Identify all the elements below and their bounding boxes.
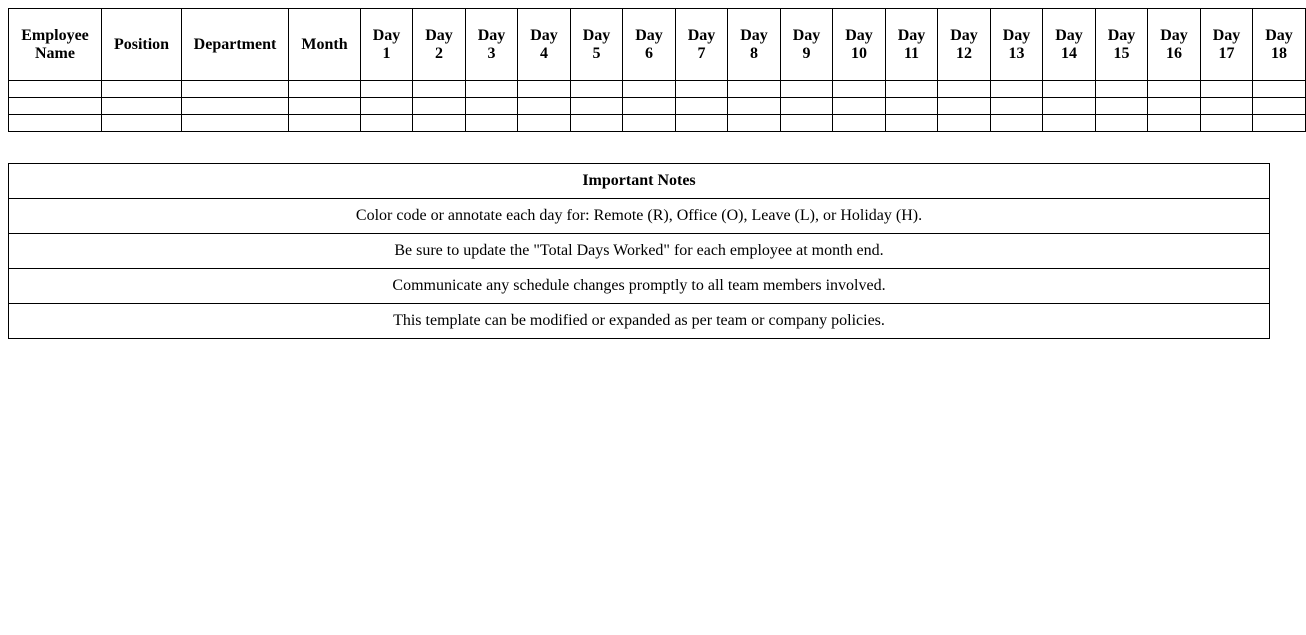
column-header-label: 7 — [697, 44, 706, 62]
column-header-label: Day — [845, 26, 873, 44]
table-cell[interactable] — [1253, 81, 1306, 98]
table-cell[interactable] — [1096, 115, 1148, 132]
note-row — [9, 199, 1270, 234]
table-cell[interactable] — [289, 81, 361, 98]
column-header-label: Day — [950, 26, 978, 44]
notes-title-row — [9, 164, 1270, 199]
column-header-label: 2 — [435, 44, 443, 62]
column-header-label: Day — [897, 26, 926, 44]
table-cell[interactable] — [413, 98, 466, 115]
table-cell[interactable] — [9, 115, 102, 132]
table-cell[interactable] — [1096, 81, 1148, 98]
column-header-label: Day — [635, 26, 663, 44]
table-cell[interactable] — [623, 115, 676, 132]
table-cell[interactable] — [623, 81, 676, 98]
table-cell[interactable] — [361, 98, 413, 115]
column-header-label: Day — [740, 26, 768, 44]
column-header — [1148, 9, 1201, 81]
note-item: This template can be modified or expanded as per team or company policies. — [9, 304, 1270, 339]
schedule-table — [8, 8, 1306, 132]
notes-table — [8, 163, 1270, 339]
column-header-label: Position — [113, 35, 170, 53]
table-cell[interactable] — [289, 98, 361, 115]
column-header — [102, 9, 182, 81]
column-header — [886, 9, 938, 81]
column-header — [466, 9, 518, 81]
column-header-label: 8 — [750, 44, 758, 62]
column-header-label: Day — [425, 26, 453, 44]
table-cell[interactable] — [781, 115, 833, 132]
column-header — [518, 9, 571, 81]
column-header-label: Day — [1160, 26, 1188, 44]
table-cell[interactable] — [571, 98, 623, 115]
table-cell[interactable] — [102, 81, 182, 98]
notes-title: Important Notes — [9, 164, 1270, 199]
table-cell[interactable] — [1096, 98, 1148, 115]
column-header — [833, 9, 886, 81]
note-row — [9, 269, 1270, 304]
schedule-body — [9, 81, 1306, 132]
column-header-label: Employee — [21, 26, 89, 44]
column-header — [361, 9, 413, 81]
column-header-label: Department — [193, 35, 277, 53]
table-cell[interactable] — [728, 81, 781, 98]
table-cell[interactable] — [991, 115, 1043, 132]
column-header — [182, 9, 289, 81]
column-header-label: Month — [301, 35, 348, 53]
column-header — [1253, 9, 1306, 81]
table-cell[interactable] — [833, 81, 886, 98]
table-cell[interactable] — [833, 115, 886, 132]
table-cell[interactable] — [9, 81, 102, 98]
table-cell[interactable] — [728, 115, 781, 132]
column-header-label: Day — [1002, 26, 1031, 44]
column-header-label: 14 — [1061, 44, 1077, 62]
column-header-label: 3 — [487, 44, 496, 62]
column-header — [413, 9, 466, 81]
column-header — [781, 9, 833, 81]
table-cell[interactable] — [991, 81, 1043, 98]
table-cell[interactable] — [676, 98, 728, 115]
column-header — [289, 9, 361, 81]
column-header-label: 17 — [1218, 44, 1235, 62]
column-header — [676, 9, 728, 81]
table-cell[interactable] — [781, 81, 833, 98]
column-header — [9, 9, 102, 81]
column-header — [571, 9, 623, 81]
column-header-label: 1 — [382, 44, 391, 62]
table-cell[interactable] — [676, 81, 728, 98]
table-cell[interactable] — [1253, 98, 1306, 115]
table-cell[interactable] — [518, 81, 571, 98]
table-cell[interactable] — [1043, 98, 1096, 115]
column-header-label: Day — [1107, 26, 1136, 44]
column-header-label: 13 — [1008, 44, 1025, 62]
column-header-label: 9 — [802, 44, 811, 62]
table-row — [9, 115, 1306, 132]
table-cell[interactable] — [938, 98, 991, 115]
table-cell[interactable] — [466, 81, 518, 98]
column-header-label: 11 — [903, 44, 920, 62]
table-cell[interactable] — [413, 115, 466, 132]
column-header-label: 12 — [956, 44, 972, 62]
table-cell[interactable] — [886, 115, 938, 132]
column-header — [623, 9, 676, 81]
table-cell[interactable] — [991, 98, 1043, 115]
table-row — [9, 98, 1306, 115]
column-header — [991, 9, 1043, 81]
table-cell[interactable] — [466, 98, 518, 115]
column-header-label: 15 — [1113, 44, 1130, 62]
table-cell[interactable] — [1148, 98, 1201, 115]
note-item: Be sure to update the "Total Days Worked" for each employee at month end. — [9, 234, 1270, 269]
column-header — [1201, 9, 1253, 81]
table-cell[interactable] — [1253, 115, 1306, 132]
table-cell[interactable] — [938, 115, 991, 132]
table-cell[interactable] — [361, 81, 413, 98]
table-cell[interactable] — [413, 81, 466, 98]
column-header-label: Day — [1265, 26, 1293, 44]
column-header-label: 5 — [592, 44, 601, 62]
table-cell[interactable] — [1043, 115, 1096, 132]
table-cell[interactable] — [571, 115, 623, 132]
table-cell[interactable] — [9, 98, 102, 115]
table-cell[interactable] — [623, 98, 676, 115]
table-cell[interactable] — [886, 98, 938, 115]
table-cell[interactable] — [1201, 115, 1253, 132]
column-header-label: Day — [1055, 26, 1083, 44]
table-cell[interactable] — [182, 81, 289, 98]
table-cell[interactable] — [182, 115, 289, 132]
table-cell[interactable] — [833, 98, 886, 115]
table-cell[interactable] — [1148, 81, 1201, 98]
table-cell[interactable] — [102, 98, 182, 115]
column-header — [1096, 9, 1148, 81]
table-row — [9, 81, 1306, 98]
column-header — [728, 9, 781, 81]
table-cell[interactable] — [518, 115, 571, 132]
table-cell[interactable] — [1201, 98, 1253, 115]
header-row — [9, 9, 1306, 81]
table-cell[interactable] — [1201, 81, 1253, 98]
table-cell[interactable] — [1148, 115, 1201, 132]
table-cell[interactable] — [781, 98, 833, 115]
note-row — [9, 234, 1270, 269]
table-cell[interactable] — [466, 115, 518, 132]
column-header-label: 10 — [851, 44, 867, 62]
column-header-label: 4 — [540, 44, 548, 62]
column-header-label: Day — [477, 26, 506, 44]
table-cell[interactable] — [289, 115, 361, 132]
table-cell[interactable] — [886, 81, 938, 98]
table-cell[interactable] — [728, 98, 781, 115]
table-cell[interactable] — [938, 81, 991, 98]
note-item: Color code or annotate each day for: Remote (R), Office (O), Leave (L), or Holiday (H). — [9, 199, 1270, 234]
table-cell[interactable] — [518, 98, 571, 115]
column-header-label: Day — [582, 26, 611, 44]
note-row — [9, 304, 1270, 339]
table-cell[interactable] — [1043, 81, 1096, 98]
column-header-label: Day — [687, 26, 716, 44]
table-cell[interactable] — [182, 98, 289, 115]
table-cell[interactable] — [676, 115, 728, 132]
column-header-label: Day — [372, 26, 401, 44]
column-header-label: 16 — [1166, 44, 1182, 62]
column-header-label: 18 — [1271, 44, 1287, 62]
table-cell[interactable] — [102, 115, 182, 132]
table-cell[interactable] — [361, 115, 413, 132]
column-header-label: Day — [792, 26, 821, 44]
column-header — [938, 9, 991, 81]
column-header-label: Day — [1212, 26, 1241, 44]
column-header-label: 6 — [645, 44, 653, 62]
note-item: Communicate any schedule changes promptly to all team members involved. — [9, 269, 1270, 304]
column-header-label: Day — [530, 26, 558, 44]
table-cell[interactable] — [571, 81, 623, 98]
column-header-label: Name — [35, 44, 75, 62]
column-header — [1043, 9, 1096, 81]
